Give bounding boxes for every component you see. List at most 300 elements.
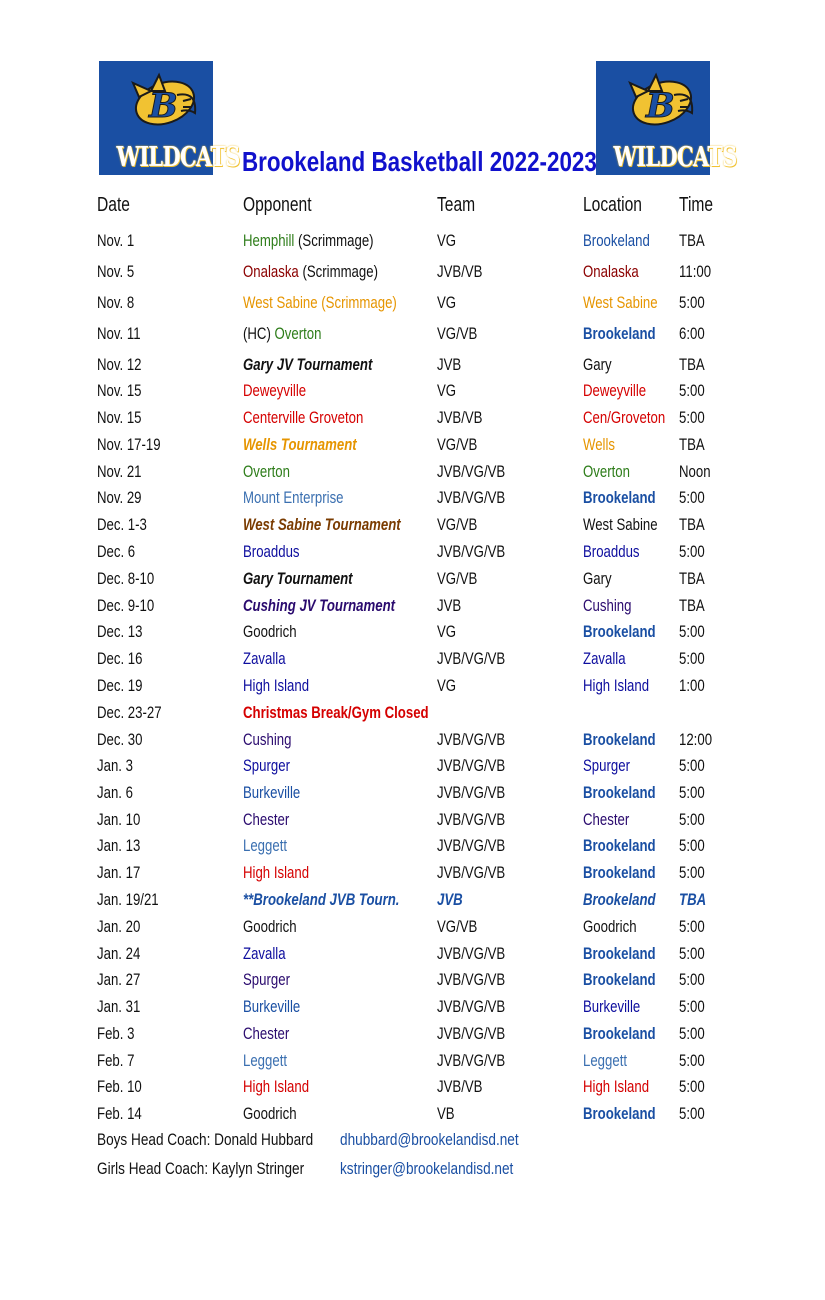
- location-text: Brookeland: [583, 837, 656, 855]
- time-text: 5:00: [679, 1025, 705, 1043]
- opponent-cell: [243, 353, 405, 377]
- team-cell: [437, 861, 522, 885]
- date-cell: [97, 701, 178, 725]
- table-row: [0, 322, 825, 346]
- table-row: [0, 433, 825, 457]
- location-text: West Sabine: [583, 294, 658, 312]
- time-cell: [679, 1049, 711, 1073]
- team-cell: [437, 260, 494, 284]
- date-text: Dec. 13: [97, 623, 143, 641]
- date-text: Nov. 21: [97, 463, 142, 481]
- opponent-cell: [243, 1102, 310, 1126]
- location-text: Brookeland: [583, 1105, 656, 1123]
- time-text: TBA: [679, 516, 705, 534]
- table-row: [0, 406, 825, 430]
- page-title[interactable]: Brookeland Basketball 2022-2023: [242, 146, 597, 177]
- date-cell: [97, 540, 145, 564]
- date-cell: [97, 406, 153, 430]
- opponent-cell: [243, 379, 322, 403]
- date-cell: [97, 942, 151, 966]
- date-cell: [97, 1075, 153, 1099]
- table-row: [0, 567, 825, 591]
- opponent-cell: [243, 291, 435, 315]
- location-text: Brookeland: [583, 731, 656, 749]
- date-text: Dec. 6: [97, 543, 136, 561]
- date-cell: [97, 1102, 153, 1126]
- time-cell: [679, 260, 719, 284]
- location-text: Leggett: [583, 1052, 628, 1070]
- location-text: West Sabine: [583, 516, 658, 534]
- location-cell: [583, 1075, 666, 1099]
- time-cell: [679, 1075, 711, 1099]
- table-row: [0, 1022, 825, 1046]
- team-cell: [437, 674, 461, 698]
- opponent-name: Overton: [274, 325, 322, 343]
- opponent-name: Goodrich: [243, 623, 297, 641]
- team-text: VG: [437, 294, 457, 312]
- opponent-cell: [243, 1075, 326, 1099]
- time-cell: [679, 379, 711, 403]
- date-text: Dec. 23-27: [97, 704, 162, 722]
- table-row: [0, 701, 825, 725]
- location-cell: [583, 647, 636, 671]
- opponent-name: Mount Enterprise: [243, 489, 344, 507]
- location-cell: [583, 1049, 638, 1073]
- location-cell: [583, 433, 623, 457]
- time-text: 5:00: [679, 294, 705, 312]
- time-text: 5:00: [679, 784, 705, 802]
- location-text: Chester: [583, 811, 630, 829]
- time-cell: [679, 594, 711, 618]
- time-text: 5:00: [679, 811, 705, 829]
- date-text: Jan. 27: [97, 971, 141, 989]
- wildcats-logo-left: [99, 61, 240, 175]
- opponent-cell: [243, 229, 406, 253]
- time-cell: [679, 808, 711, 832]
- opponent-name: Overton: [243, 463, 290, 481]
- table-row: [0, 942, 825, 966]
- location-cell: [583, 540, 654, 564]
- location-cell: [583, 1022, 674, 1046]
- time-text: 1:00: [679, 677, 705, 695]
- team-text: JVB/VG/VB: [437, 811, 506, 829]
- date-cell: [97, 861, 151, 885]
- time-text: TBA: [679, 436, 705, 454]
- date-cell: [97, 647, 154, 671]
- opponent-cell: [243, 594, 433, 618]
- date-cell: [97, 229, 143, 253]
- opponent-name: Gary Tournament: [243, 570, 353, 588]
- header-team: Team: [437, 194, 476, 216]
- time-text: TBA: [679, 597, 705, 615]
- opponent-name: Burkeville: [243, 998, 301, 1016]
- team-text: VG: [437, 382, 457, 400]
- location-cell: [583, 1102, 674, 1126]
- wildcat-mascot-icon: [99, 61, 213, 151]
- time-cell: [679, 1022, 711, 1046]
- team-text: JVB: [437, 356, 462, 374]
- location-text: Brookeland: [583, 232, 650, 250]
- opponent-cell: [243, 834, 298, 858]
- table-row: [0, 861, 825, 885]
- team-cell: [437, 291, 461, 315]
- time-cell: [679, 433, 711, 457]
- opponent-cell: [243, 808, 301, 832]
- location-text: Zavalla: [583, 650, 626, 668]
- date-cell: [97, 915, 151, 939]
- location-cell: [583, 995, 655, 1019]
- table-row: [0, 1049, 825, 1073]
- opponent-cell: [243, 513, 440, 537]
- date-cell: [97, 460, 153, 484]
- date-cell: [97, 486, 153, 510]
- date-text: Feb. 7: [97, 1052, 135, 1070]
- location-text: Deweyville: [583, 382, 647, 400]
- time-cell: [679, 513, 711, 537]
- opponent-cell: [243, 486, 369, 510]
- team-text: VG/VB: [437, 436, 478, 454]
- date-text: Nov. 29: [97, 489, 142, 507]
- time-text: 5:00: [679, 918, 705, 936]
- team-text: JVB/VG/VB: [437, 864, 506, 882]
- table-row: [0, 460, 825, 484]
- date-text: Dec. 16: [97, 650, 143, 668]
- time-text: 5:00: [679, 945, 705, 963]
- date-cell: [97, 808, 151, 832]
- table-row: [0, 995, 825, 1019]
- location-text: High Island: [583, 1078, 650, 1096]
- team-text: JVB/VG/VB: [437, 784, 506, 802]
- time-text: TBA: [679, 570, 705, 588]
- team-text: JVB/VG/VB: [437, 650, 506, 668]
- date-text: Jan. 13: [97, 837, 141, 855]
- table-row: [0, 808, 825, 832]
- date-text: Dec. 9-10: [97, 597, 155, 615]
- time-text: TBA: [679, 891, 707, 909]
- team-cell: [437, 322, 487, 346]
- table-row: [0, 620, 825, 644]
- opponent-cell: [243, 1022, 301, 1046]
- team-text: JVB/VB: [437, 263, 483, 281]
- opponent-name: West Sabine (Scrimmage): [243, 294, 397, 312]
- time-text: 5:00: [679, 1078, 705, 1096]
- date-cell: [97, 291, 143, 315]
- time-text: 5:00: [679, 409, 705, 427]
- opponent-name: High Island: [243, 1078, 310, 1096]
- wildcats-wordmark: WILDCATS: [613, 142, 737, 173]
- location-cell: [583, 229, 666, 253]
- date-text: Dec. 8-10: [97, 570, 155, 588]
- date-text: Dec. 1-3: [97, 516, 147, 534]
- location-text: Cushing: [583, 597, 632, 615]
- table-row: [0, 968, 825, 992]
- opponent-cell: [243, 968, 302, 992]
- team-cell: [437, 888, 469, 912]
- opponent-name: Zavalla: [243, 650, 286, 668]
- location-cell: [583, 353, 619, 377]
- location-cell: [583, 861, 674, 885]
- opponent-name: Goodrich: [243, 918, 297, 936]
- date-text: Nov. 12: [97, 356, 142, 374]
- location-text: Overton: [583, 463, 630, 481]
- boys-coach-email-link[interactable]: dhubbard@brookelandisd.net: [340, 1130, 519, 1149]
- team-text: VG/VB: [437, 325, 478, 343]
- opponent-name: Christmas Break/Gym Closed: [243, 704, 429, 722]
- time-cell: [679, 620, 711, 644]
- time-cell: [679, 728, 720, 752]
- time-cell: [679, 406, 711, 430]
- time-text: 5:00: [679, 864, 705, 882]
- date-cell: [97, 260, 143, 284]
- opponent-cell: [243, 674, 326, 698]
- time-text: 5:00: [679, 382, 705, 400]
- team-cell: [437, 406, 494, 430]
- date-text: Feb. 10: [97, 1078, 142, 1096]
- opponent-name: Burkeville: [243, 784, 301, 802]
- header-location: Location: [583, 194, 642, 216]
- opponent-cell: [243, 540, 314, 564]
- opponent-name: Wells Tournament: [243, 436, 357, 454]
- time-text: TBA: [679, 232, 705, 250]
- location-text: Brookeland: [583, 325, 656, 343]
- opponent-name: Chester: [243, 1025, 290, 1043]
- time-cell: [679, 567, 711, 591]
- opponent-cell: [243, 567, 380, 591]
- opponent-cell: [243, 620, 310, 644]
- opponent-cell: [243, 915, 310, 939]
- team-cell: [437, 1075, 494, 1099]
- team-text: JVB/VB: [437, 409, 483, 427]
- location-cell: [583, 567, 619, 591]
- location-text: Brookeland: [583, 784, 656, 802]
- team-text: JVB/VG/VB: [437, 837, 506, 855]
- table-row: [0, 781, 825, 805]
- location-text: Wells: [583, 436, 616, 454]
- date-cell: [97, 968, 151, 992]
- time-text: 5:00: [679, 1105, 705, 1123]
- header-opponent: Opponent: [243, 194, 312, 216]
- team-text: VB: [437, 1105, 455, 1123]
- time-text: 5:00: [679, 998, 705, 1016]
- opponent-name: Spurger: [243, 971, 290, 989]
- time-cell: [679, 834, 711, 858]
- team-cell: [437, 229, 461, 253]
- opponent-suffix: (Scrimmage): [294, 232, 374, 250]
- opponent-name: Onalaska: [243, 263, 299, 281]
- team-cell: [437, 1022, 522, 1046]
- team-cell: [437, 486, 522, 510]
- opponent-cell: [243, 1049, 298, 1073]
- opponent-cell: [243, 942, 296, 966]
- date-cell: [97, 594, 169, 618]
- date-text: Jan. 17: [97, 864, 141, 882]
- location-text: Brookeland: [583, 1025, 656, 1043]
- team-cell: [437, 1049, 522, 1073]
- opponent-name: Hemphill: [243, 232, 295, 250]
- location-text: Burkeville: [583, 998, 641, 1016]
- table-row: [0, 1102, 825, 1126]
- date-text: Jan. 20: [97, 918, 141, 936]
- time-cell: [679, 1102, 711, 1126]
- team-text: JVB/VG/VB: [437, 1025, 506, 1043]
- team-cell: [437, 942, 522, 966]
- location-text: Brookeland: [583, 945, 656, 963]
- date-cell: [97, 1022, 144, 1046]
- time-text: 5:00: [679, 623, 705, 641]
- time-cell: [679, 460, 718, 484]
- date-text: Nov. 1: [97, 232, 135, 250]
- girls-coach-label: Girls Head Coach: Kaylyn Stringer: [97, 1159, 305, 1178]
- location-cell: [583, 915, 650, 939]
- opponent-cell: [243, 406, 393, 430]
- team-cell: [437, 460, 522, 484]
- time-text: 5:00: [679, 489, 705, 507]
- time-cell: [679, 486, 711, 510]
- team-cell: [437, 353, 467, 377]
- time-cell: [679, 353, 711, 377]
- location-cell: [583, 781, 674, 805]
- time-cell: [679, 861, 711, 885]
- date-text: Nov. 8: [97, 294, 135, 312]
- location-cell: [583, 674, 666, 698]
- table-row: [0, 260, 825, 284]
- team-cell: [437, 513, 487, 537]
- table-row: [0, 728, 825, 752]
- time-cell: [679, 229, 711, 253]
- date-text: Jan. 3: [97, 757, 133, 775]
- location-cell: [583, 620, 674, 644]
- date-text: Jan. 6: [97, 784, 133, 802]
- team-text: VG/VB: [437, 570, 478, 588]
- team-cell: [437, 567, 487, 591]
- time-cell: [679, 915, 711, 939]
- time-text: 5:00: [679, 543, 705, 561]
- location-cell: [583, 406, 686, 430]
- team-cell: [437, 781, 522, 805]
- opponent-cell: [243, 701, 475, 725]
- team-cell: [437, 808, 522, 832]
- time-text: TBA: [679, 356, 705, 374]
- date-cell: [97, 620, 154, 644]
- date-text: Jan. 19/21: [97, 891, 159, 909]
- location-cell: [583, 728, 674, 752]
- opponent-cell: [243, 888, 439, 912]
- date-text: Nov. 5: [97, 263, 135, 281]
- location-cell: [583, 834, 674, 858]
- time-text: 5:00: [679, 757, 705, 775]
- date-cell: [97, 754, 142, 778]
- team-cell: [437, 915, 487, 939]
- date-cell: [97, 513, 159, 537]
- table-row: [0, 754, 825, 778]
- date-text: Nov. 11: [97, 325, 141, 343]
- date-text: Nov. 17-19: [97, 436, 161, 454]
- opponent-suffix: (Scrimmage): [298, 263, 378, 281]
- opponent-cell: [243, 995, 315, 1019]
- time-cell: [679, 942, 711, 966]
- location-text: Brookeland: [583, 891, 656, 909]
- table-row: [0, 486, 825, 510]
- date-cell: [97, 888, 174, 912]
- team-text: VG: [437, 232, 457, 250]
- time-text: 5:00: [679, 650, 705, 668]
- table-row: [0, 513, 825, 537]
- svg-text:B: B: [149, 86, 178, 126]
- opponent-cell: [243, 460, 302, 484]
- team-cell: [437, 594, 467, 618]
- team-cell: [437, 995, 522, 1019]
- location-text: Broaddus: [583, 543, 640, 561]
- opponent-prefix: (HC): [243, 325, 275, 343]
- opponent-name: Spurger: [243, 757, 290, 775]
- time-cell: [679, 995, 711, 1019]
- team-cell: [437, 540, 522, 564]
- location-cell: [583, 379, 662, 403]
- opponent-cell: [243, 861, 326, 885]
- table-row: [0, 915, 825, 939]
- location-cell: [583, 322, 674, 346]
- team-cell: [437, 433, 487, 457]
- table-row: [0, 353, 825, 377]
- time-text: Noon: [679, 463, 711, 481]
- table-row: [0, 888, 825, 912]
- opponent-name: Zavalla: [243, 945, 286, 963]
- team-cell: [437, 728, 522, 752]
- location-text: Onalaska: [583, 263, 639, 281]
- location-cell: [583, 942, 674, 966]
- table-row: [0, 594, 825, 618]
- opponent-name: West Sabine Tournament: [243, 516, 401, 534]
- location-cell: [583, 968, 674, 992]
- time-cell: [679, 540, 711, 564]
- team-cell: [437, 968, 522, 992]
- team-cell: [437, 620, 461, 644]
- team-cell: [437, 1102, 459, 1126]
- location-text: Gary: [583, 356, 612, 374]
- date-cell: [97, 1049, 144, 1073]
- team-cell: [437, 379, 461, 403]
- location-text: Brookeland: [583, 971, 656, 989]
- opponent-name: Cushing: [243, 731, 292, 749]
- time-text: 5:00: [679, 1052, 705, 1070]
- location-text: High Island: [583, 677, 650, 695]
- location-text: Goodrich: [583, 918, 637, 936]
- opponent-name: Chester: [243, 811, 290, 829]
- girls-coach-email-link[interactable]: kstringer@brookelandisd.net: [340, 1159, 514, 1178]
- team-cell: [437, 834, 522, 858]
- opponent-name: High Island: [243, 677, 310, 695]
- location-cell: [583, 594, 644, 618]
- time-cell: [679, 968, 711, 992]
- date-cell: [97, 995, 151, 1019]
- time-text: 6:00: [679, 325, 705, 343]
- time-cell: [679, 647, 711, 671]
- time-cell: [679, 781, 711, 805]
- team-text: JVB/VG/VB: [437, 463, 506, 481]
- date-cell: [97, 379, 153, 403]
- date-cell: [97, 674, 154, 698]
- team-text: JVB/VG/VB: [437, 998, 506, 1016]
- team-text: VG: [437, 677, 457, 695]
- date-text: Jan. 10: [97, 811, 141, 829]
- opponent-name: Goodrich: [243, 1105, 297, 1123]
- team-text: JVB/VG/VB: [437, 945, 506, 963]
- opponent-name: Broaddus: [243, 543, 300, 561]
- opponent-name: High Island: [243, 864, 310, 882]
- team-text: JVB/VG/VB: [437, 971, 506, 989]
- time-text: 5:00: [679, 837, 705, 855]
- location-text: Spurger: [583, 757, 630, 775]
